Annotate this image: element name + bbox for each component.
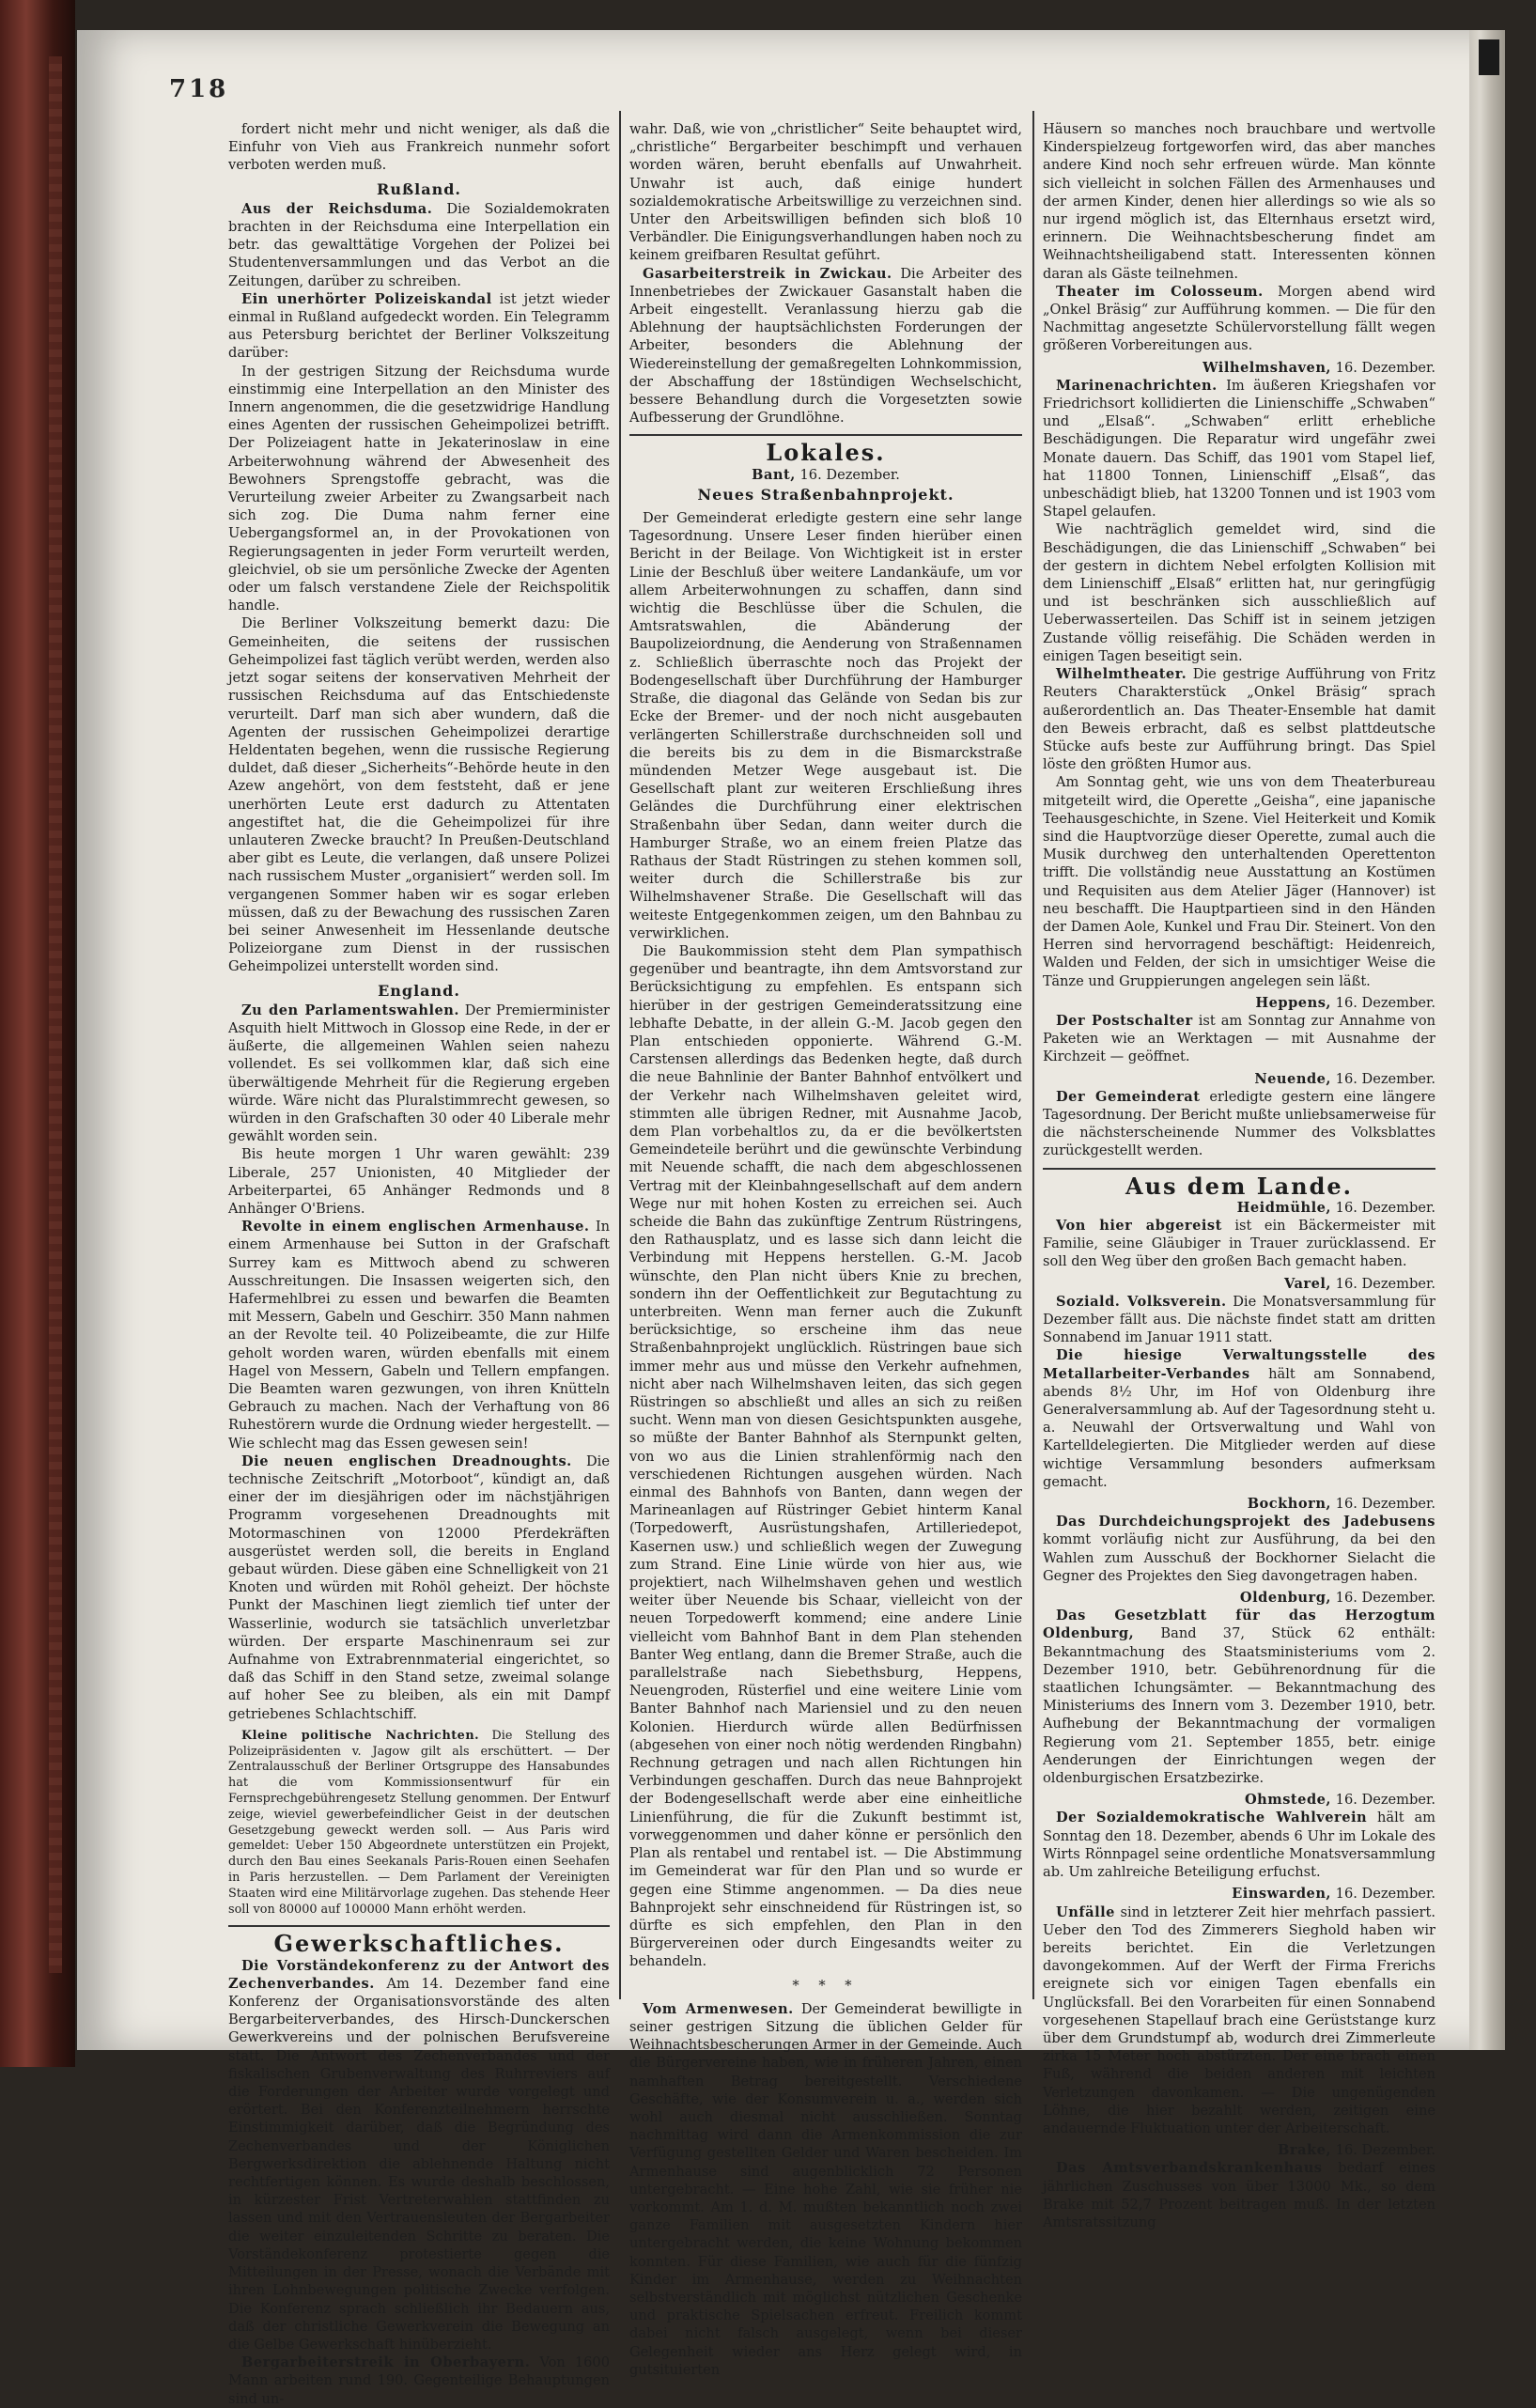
paragraph: Die technische Zeitschrift „Motorboot“, kündigt an, daß einer der im diesjährigen oder im nächstjährigen Programm vorgesehenen Dreadnoughts mit Motormaschinen von 12000 Pferdekräften ausgerüstet werden soll, die bereits in England gebaut würden. Diese gäben eine Schnelligkeit von 21 Knoten und würden mit Rohöl geheizt. Der höchste Punkt der Maschinen liegt ziemlich tief unter der Wasserlinie, wodurch sie tatsächlich unverletzbar würden. Der ersparte Maschinenraum sei zur Aufnahme von Extrabrennmaterial eingerichtet, so daß das Schiff in den Stand setze, zweimal solange auf hoher See zu bleiben, als ein mit Dampf getriebenes Schlachtschiff. <box>228 1453 610 1722</box>
paragraph: Am 14. Dezember fand eine Konferenz der Organisationsvorstände des alten Bergarbeiterverbandes, des Hirsch-Dunckerschen Gewerkvereins und der polnischen Berufsvereine statt. Die Antwort des Zechenverbandes und der fiskalischen Grubenverwaltung des Ruhrreviers auf die Forderungen der Arbeiter wurde vorgelegt und erörtert. Bei den Konferenzteilnehmern herrschte Einstimmigkeit darüber, daß die Begründung des Zechenverbandes und der Königlichen Bergwerksdirektion die ablehnende Haltung nicht rechtfertigen können. Es wurde deshalb beschlossen, in kürzester Frist Vertreterwahlen stattfinden zu lassen und mit den Vertrauensleuten der Bergarbeiter die weiter einzuleitenden Schritte zu beraten. Die Vorständekonferenz protestierte gegen die Mitteilungen in der Presse, wonach die Verbände mit ihren Lohnbewegungen politische Zwecke verfolgen. Die Konferenz sprach schließlich ihr Bedauern aus, daß der christliche Gewerkverein die Bewegung an die Gelbe Gewerkschaft hinüberzieht. <box>228 1975 611 2353</box>
paragraph-lead: Zu den Parlamentswahlen. <box>241 1002 459 1018</box>
column-2 <box>629 120 1022 2379</box>
dateline-date: 16. Dezember. <box>1335 1886 1435 1903</box>
dateline <box>1043 1070 1435 1088</box>
column-rule <box>619 111 621 1999</box>
paragraph: Die Sozialdemokraten brachten in der Reichsduma eine Interpellation ein betr. das gewalttätige Vorgehen der Polizei bei Studentenversammlungen und das Verbot an die Zeitungen, darüber zu schreiben. <box>228 200 610 289</box>
paragraph: Von 1600 Mann arbeiten rund 190. Gegenteilige Behauptungen sind un- <box>228 2354 610 2407</box>
dateline-place: Wilhelmshaven, <box>1202 359 1332 376</box>
dateline <box>1043 1495 1435 1513</box>
paragraph: ist jetzt wieder einmal in Rußland aufgedeckt worden. Ein Telegramm aus Petersburg berichtet der Berliner Volkszeitung darüber: <box>228 290 610 362</box>
paragraph-lead: Gasarbeiterstreik in Zwickau. <box>643 265 892 282</box>
divider <box>228 1925 610 1927</box>
column-3 <box>1043 120 1435 2231</box>
paragraph: Der Gemeinderat bewilligte in seiner gestrigen Sitzung die üblichen Gelder für Weihnachtsbescherungen Armer in der Gemeinde. Auch die Bürgervereine haben, wie in früheren Jahren, einen namhaften Betrag bereitgestellt. Verschiedene Geschäfte, wie der Konsumverein u. a., werden sich wohl auch diesmal nicht ausschließen. Sonntag nachmittag wird dann die Armenkommission die zur Verfügung gestellten Gelder und Waren bescheiden. Im Armenhause sind augenblicklich 72 Personen untergebracht. — Eine hohe Zahl, wie sie früher nie vorkommt. Am 1. d. M. mußten bekanntlich noch zwei ganze Familien mit ausgesetzten Kindern hier untergebracht werden, die keine Wohnung bekommen konnten. Für diese Familien, wie auch für die fünfzig Kinder im Armenhause, werden zu Weihnachten selbstverständlich mit möglichst nützlichen Geschenke und praktische Spielsachen erfreut. Freilich kommt dabei nicht falsch ausgelegt, wenn bei dieser Gelegenheit wieder ans Herz gelegt wird, in gutsituierten <box>629 2000 1022 2378</box>
paragraph-lead: Theater im Colosseum. <box>1056 283 1264 300</box>
paragraph: In einem Armenhause bei Sutton in der Grafschaft Surrey kam es Mittwoch abend zu schweren Ausschreitungen. Die Insassen weigerten sich, den Hafermehlbrei zu essen und bewarfen die Beamten mit Messern, Gabeln und Geschirr. 350 Mann nahmen an der Revolte teil. 40 Polizeibeamte, die zur Hilfe geholt worden waren, würden ebenfalls mit einem Hagel von Messern, Gabeln und Tellern empfangen. Die Beamten waren gezwungen, von ihren Knütteln Gebrauch zu machen. Nach der Verhaftung von 86 Ruhestörern wurde die Ordnung wieder hergestellt. — Wie schlecht mag das Essen gewesen sein! <box>228 1219 610 1452</box>
paragraph-lead: Ein unerhörter Polizeiskandal <box>241 290 492 307</box>
paragraph-lead: Wilhelmtheater. <box>1056 666 1187 683</box>
dateline <box>1043 1199 1435 1217</box>
paragraph-lead: Revolte in einem englischen Armenhause. <box>241 1219 590 1235</box>
paragraph: kommt vorläufig nicht zur Ausführung, da bei den Wahlen zum Ausschuß der Bockhorner Sielacht die Gegner des Projektes den Sieg davongetragen haben. <box>1043 1531 1435 1584</box>
dateline-place: Heppens, <box>1255 994 1332 1011</box>
paragraph: Band 37, Stück 62 enthält: Bekanntmachung des Staatsministeriums vom 2. Dezember 1910, betr. Gebührenordnung für die staatlichen Ichungsämter. — Bekanntmachung des Ministeriums des Innern vom 3. Dezember 1910, betr. Aufhebung der Bekanntmachung der vormaligen Regierung vom 21. September 1855, betr. einige Aenderungen der Einrichtungen wegen der oldenburgischen Ersatzbezirke. <box>1043 1625 1435 1787</box>
divider <box>629 434 1022 436</box>
separator-stars: * * * <box>792 1977 860 1994</box>
column-1 <box>228 120 610 2408</box>
paragraph: ist ein Bäckermeister mit Familie, seine Gläubiger in Trauer zurücklassend. Er soll den Weg über den großen Bach gemacht haben. <box>1043 1217 1435 1270</box>
dateline <box>1043 1885 1435 1903</box>
dateline-place: Oldenburg, <box>1239 1590 1332 1607</box>
dateline-place: Bockhorn, <box>1247 1496 1332 1513</box>
paragraph-lead: Der Gemeinderat <box>1056 1088 1201 1105</box>
dateline <box>1043 2141 1435 2159</box>
section-heading: England. <box>378 981 460 1000</box>
dateline <box>1043 1589 1435 1607</box>
dateline <box>1043 359 1435 377</box>
paragraph: Die Berliner Volkszeitung bemerkt dazu: Die Gemeinheiten, die seitens der russischen Geheimpolizei fast täglich verübt werden, werden also jetzt sogar seitens der konservativen Mehrheit der russischen Reichsduma auf das Entschiedenste verurteilt. Darf man sich aber wundern, daß die Agenten der russischen Geheimpolizei derartige Heldentaten begehen, wenn die russische Regierung duldet, daß dieser „Sicherheits“-Behörde heute in den Azew angehört, von dem feststeht, daß er jene unerhörten Leute erst dadurch zu Attentaten angestiftet hat, die die Geheimpolizei für ihre unlauteren Zwecke braucht? In Preußen-Deutschland aber gibt es Leute, die verlangen, daß unsere Polizei nach russischem Muster „organisiert“ werden soll. Im vergangenen Sommer haben wir es sogar erleben müssen, daß zu der Bewachung des russischen Zaren bei seiner Anwesenheit im Hessenlande deutsche Polizeiorgane zum Dienst in der russischen Geheimpolizei unterstellt worden sind. <box>228 615 610 975</box>
paragraph-lead: Aus der Reichsduma. <box>241 200 433 217</box>
paragraph: wahr. Daß, wie von „christlicher“ Seite behauptet wird, „christliche“ Bergarbeiter beschimpft und verhauen worden wären, beruht ebenfalls auf Unwahrheit. Unwahr ist auch, daß einige hundert sozialdemokratische Arbeitswillige zu verzeichnen sind. Unter den Arbeitswilligen befinden sich bloß 10 Verbändler. Die Einigungsverhandlungen haben noch zu keinem greifbaren Resultat geführt. <box>629 121 1022 264</box>
dateline-date: 16. Dezember. <box>1335 1496 1435 1513</box>
paragraph-lead: Die neuen englischen Dreadnoughts. <box>241 1453 572 1469</box>
dateline-place: Heidmühle, <box>1236 1199 1332 1216</box>
divider <box>1043 1168 1435 1170</box>
dateline-place: Ohmstede, <box>1244 1792 1332 1809</box>
paragraph-lead: Der Sozialdemokratische Wahlverein <box>1056 1810 1368 1826</box>
paragraph-lead: Das Gesetzblatt für das Herzogtum Oldenburg, <box>1043 1608 1435 1642</box>
paragraph: Die Arbeiter des Innenbetriebes der Zwickauer Gasanstalt haben die Arbeit eingestellt. Veranlassung hierzu gab die Ablehnung der hauptsächlichsten Forderungen der Arbeiter, besonders die Ablehnung der Wiedereinstellung der gemaßregelten Lohnkommission, der Abschaffung der 18stündigen Wechselschicht, bessere Behandlung durch die Vorgesetzten sowie Aufbesserung der Grundlöhne. <box>629 265 1022 427</box>
dateline-date: 16. Dezember. <box>1335 1275 1435 1292</box>
binding-stripe <box>49 56 62 1973</box>
dateline-date: 16. Dezember. <box>1335 1070 1435 1087</box>
paragraph: erledigte gestern eine längere Tagesordnung. Der Bericht mußte unliebsamerweise für die nächsterscheinende Nummer des Volksblattes zurückgestellt werden. <box>1043 1088 1435 1159</box>
page-edge <box>1469 30 1505 2050</box>
paragraph: Der Gemeinderat erledigte gestern eine sehr lange Tagesordnung. Unsere Leser finden hierüber einen Bericht in der Beilage. Von Wichtigkeit ist in erster Linie der Beschluß über weitere Landankäufe, um vor allem Arbeiterwohnungen zu schaffen, dann sind wichtig die Beschlüsse über die Schulen, die Amtsratswahlen, die Abänderung der Baupolizeiordnung, die Aenderung von Straßennamen z. Schließlich überraschte noch das Projekt der Bodengesellschaft über Durchführung der Hamburger Straße, die diagonal das Gelände von Sedan bis zur Ecke der Bremer- und der noch nicht ausgebauten verlängerten Schillerstraße durchschneiden soll und die bereits bis zu dem in die Bismarckstraße mündenden Metzer Wege ausgebaut ist. Die Gesellschaft plant zur weiteren Erschließung ihres Geländes die Durchführung einer elektrischen Straßenbahn über Sedan, dann weiter durch die Hamburger Straße, wo an einem freien Platze das Rathaus der Stadt Rüstringen zu stehen kommen soll, weiter durch die Schillerstraße bis zur Wilhelmshavener Straße. Die Gesellschaft will das weiteste Entgegenkommen zeigen, um den Bahnbau zu verwirklichen. <box>629 510 1022 941</box>
paragraph: fordert nicht mehr und nicht weniger, als daß die Einfuhr von Vieh aus Frankreich nunmehr sofort verboten werden muß. <box>228 121 610 174</box>
dateline-place: Einswarden, <box>1232 1886 1332 1903</box>
dateline-place: Neuende, <box>1254 1070 1332 1087</box>
dateline-place: Brake, <box>1278 2142 1332 2159</box>
paragraph: hält am Sonnabend, abends 8½ Uhr, im Hof von Oldenburg ihre Generalversammlung ab. Auf der Tagesordnung steht u. a. Neuwahl der Ortsverwaltung und Wahl von Kartelldelegierten. Die Mitglieder werden auf diese wichtige Versammlung besonders aufmerksam gemacht. <box>1043 1365 1435 1490</box>
dateline-date: 16. Dezember. <box>1335 1590 1435 1607</box>
paragraph: In der gestrigen Sitzung der Reichsduma wurde einstimmig eine Interpellation an den Minister des Innern angenommen, die die gesetzwidrige Handlung eines Agenten der russischen Geheimpolizei betrifft. Der Polizeiagent hatte in Jekaterinoslaw in eine Arbeiterwohnung während der Abwesenheit des Bewohners Sprengstoffe gebracht, was die Verurteilung zweier Arbeiter zu Zwangsarbeit nach sich zog. Die Duma nahm ferner eine Uebergangsformel an, in der Provokationen von Regierungsagenten in jeder Form verurteilt werden, gleichviel, ob sie um persönliche Zwecke der Agenten oder um falsch verstandene Ziele der Reichspolitik handle. <box>228 363 610 614</box>
section-heading: Rußland. <box>377 179 461 198</box>
paragraph-lead: Kleine politische Nachrichten. <box>241 1728 480 1743</box>
paragraph-lead: Der Postschalter <box>1056 1012 1193 1029</box>
paragraph: ist am Sonntag zur Annahme von Paketen wie an Werktagen — mit Ausnahme der Kirchzeit — geöffnet. <box>1043 1012 1435 1065</box>
section-heading: Gewerkschaftliches. <box>273 1930 565 1958</box>
paragraph-lead: Bergarbeiterstreik in Oberbayern. <box>241 2354 531 2371</box>
dateline-place: Bant, <box>752 466 796 483</box>
article-heading: Neues Straßenbahnprojekt. <box>697 485 954 504</box>
paragraph-lead: Marinenachrichten. <box>1056 377 1218 394</box>
paragraph-lead: Das Amtsverbandskrankenhaus <box>1056 2160 1323 2177</box>
dateline <box>629 466 1022 484</box>
paragraph: Die Baukommission steht dem Plan sympathisch gegenüber und beantragte, ihn dem Amtsvorstand zur Berücksichtigung zu empfehlen. Es entspann sich hierüber in der gestrigen Gemeinderatssitzung eine lebhafte Debatte, in der allein G.-M. Jacob gegen den Plan entschieden opponierte. Während G.-M. Carstensen allerdings das Bedenken hegte, daß durch die neue Bahnlinie der Banter Bahnhof entvölkert und der Verkehr nach Wilhelmshaven geleitet wird, stimmten alle übrigen Redner, mit Ausnahme Jacob, dem Plan vorbehaltlos zu, da er die bevölkertsten Gemeindeteile berührt und die gewünschte Verbindung mit Neuende schafft, die nach dem abgeschlossenen Vertrag mit der Kleinbahngesellschaft auf dem andern Wege nur mit hohen Kosten zu erreichen sei. Auch scheide die Bahn das zukünftige Zentrum Rüstringens, den Rathausplatz, und es lasse sich dann leicht die Verbindung mit Heppens herstellen. G.-M. Jacob wünschte, den Plan nicht übers Knie zu brechen, sondern ihn der Oeffentlichkeit zur Begutachtung zu unterbreiten. Wenn man ferner auch die Zukunft berücksichtige, so erscheine ihm das neue Straßenbahnprojekt unglücklich. Rüstringen baue sich immer mehr aus und müsse den Verkehr aufnehmen, nicht aber nach Wilhelmshaven leiten, das sich gegen Rüstringen so abschließt und alles an sich zu reißen sucht. Wenn man von diesen Gesichtspunkten ausgehe, so müßte der Banter Bahnhof als Sternpunkt gelten, von wo aus die Linien strahlenförmig nach den verschiedenen Richtungen ausgehen würden. Nach einmal des Bahnhofs von Banten, dann wegen der Marineanlagen auf Rüstringer Gebiet hinterm Kanal (Torpedowerft, Ausrüstungshafen, Artilleriedepot, Kasernen usw.) und schließlich wegen der Zuwegung zum Strand. Eine Linie würde von hier aus, wie projektiert, nach Wilhelmshaven gehen und westlich weiter über Neuende bis Schaar, vielleicht von der neuen Torpedowerft kommend; eine andere Linie vielleicht vom Bahnhof Bant in dem Plan stehenden Banter Weg entlang, dann die Bremer Straße, auch die parallelstraße nach Siebethsburg, Heppens, Neuengroden, Rüsterfiel und eine weitere Linie vom Banter Bahnhof nach Mariensiel und zu den neuen Kolonien. Hierdurch würde allen Bedürfnissen (abgesehen von einer noch nötig werdenden Ringbahn) Rechnung getragen und nach allen Richtungen hin Verbindungen geschaffen. Durch das neue Bahnprojekt der Bodengesellschaft werde aber eine einheitliche Linienführung, die für die Zukunft bestimmt ist, vorweggenommen und daher könne er persönlich den Plan als rentabel und rentabel ist. — Die Abstimmung im Gemeinderat war für den Plan und so wurde er gegen eine Stimme angenommen. — Da dies neue Bahnprojekt sehr einschneidend für Rüstringen ist, so dürfte es sich empfehlen, den Plan in den Bürgervereinen oder durch Eingesandts weiter zu behandeln. <box>629 942 1022 1970</box>
paragraph: hält am Sonntag den 18. Dezember, abends 6 Uhr im Lokale des Wirts Rönnpagel seine ordentliche Monatsversammlung ab. Um zahlreiche Beteiligung erfuchst. <box>1043 1810 1435 1881</box>
dateline <box>1043 1791 1435 1809</box>
paragraph: Im äußeren Kriegshafen vor Friedrichsort kollidierten die Linienschiffe „Schwaben“ und „Elsaß“. „Schwaben“ erlitt erhebliche Beschädigungen. Die Reparatur wird ungefähr zwei Monate dauern. Das Schiff, das 1901 vom Stapel lief, hat 11800 Tonnen, Linienschiff „Elsaß“, das unbeschädigt blieb, hat 13200 Tonnen und ist 1903 vom Stapel gelaufen. <box>1043 377 1436 520</box>
paragraph-lead: Das Durchdeichungsprojekt des Jadebusens <box>1056 1514 1435 1530</box>
column-rule <box>1032 111 1034 1999</box>
paragraph: Bis heute morgen 1 Uhr waren gewählt: 239 Liberale, 257 Unionisten, 40 Mitglieder der Arbeiterpartei, 65 Anhänger Redmonds und 8 Anhänger O'Briens. <box>228 1146 610 1217</box>
dateline-date: 16. Dezember. <box>1335 2142 1435 2159</box>
dateline-date: 16. Dezember. <box>1335 994 1435 1011</box>
dateline-date: 16. Dezember. <box>1335 359 1435 376</box>
paragraph: Die Stellung des Polizeipräsidenten v. Jagow gilt als erschüttert. — Der Zentralausschuß der Berliner Ortsgruppe des Hansabundes hat die vom Kommissionsentwurf für ein Fernsprechgebührengesetz Stellung genommen. Der Entwurf zeige, wieviel gewerbefeindlicher Geist in der deutschen Gesetzgebung geweckt werden soll. — Aus Paris wird gemeldet: Ueber 150 Abgeordnete unterstützen ein Projekt, durch den Bau eines Seekanals Paris-Rouen einen Seehafen in Paris herzustellen. — Dem Parlament der Vereinigten Staaten wird eine Militärvorlage zugehen. Das stehende Heer soll von 80000 auf 100000 Mann erhöht werden. <box>228 1728 610 1917</box>
paragraph: Wie nachträglich gemeldet wird, sind die Beschädigungen, die das Linienschiff „Schwaben“ bei der gestern in dichtem Nebel erfolgten Kollision mit dem Linienschiff „Elsaß“ erlitten hat, nur geringfügig und ist beschränken sich ausschließlich auf Ueberwasserteilen. Das Schiff ist in seinem jetzigen Zustande völlig reisefähig. Die Schäden werden in einigen Tagen beseitigt sein. <box>1043 521 1435 664</box>
paragraph-lead: Von hier abgereist <box>1056 1217 1222 1234</box>
dateline <box>1043 994 1435 1012</box>
dateline-place: Varel, <box>1283 1275 1332 1292</box>
paragraph: Der Premierminister Asquith hielt Mittwoch in Glossop eine Rede, in der er äußerte, die allgemeinen Wahlen seien nahezu vollendet. Es sei vollkommen klar, daß sich eine überwältigende Mehrheit für die Regierung ergeben würde. Wäre nicht das Pluralstimmrecht gewesen, so würden in den Grafschaften 30 oder 40 Liberale mehr gewählt worden sein. <box>228 1002 610 1145</box>
section-heading: Lokales. <box>766 439 886 467</box>
paragraph: Morgen abend wird „Onkel Bräsig“ zur Aufführung kommen. — Die für den Nachmittag angesetzte Schülervorstellung fällt wegen größeren Vorbereitungen aus. <box>1043 283 1435 354</box>
paragraph-lead: Vom Armenwesen. <box>643 2000 794 2017</box>
paragraph: Am Sonntag geht, wie uns von dem Theaterbureau mitgeteilt wird, die Operette „Geisha“, eine japanische Teehausgeschichte, in Szene. Viel Heiterkeit und Komik sind die Hauptvorzüge dieser Operette, zumal auch die Musik durchweg den unterhaltenden Operettenton trifft. Die vollständig neue Ausstattung an Kostümen und Requisiten aus dem Atelier Jäger (Hannover) ist neu beschafft. Die Hauptpartieen sind in den Händen der Damen Aole, Kunkel und Frau Dir. Steinert. Von den Herren sind hervorragend beschäftigt: Heidenreich, Walden und Felden, der sich in umsichtiger Weise die Tänze und Gruppierungen angelegen sein läßt. <box>1043 774 1435 989</box>
dateline-date: 16. Dezember. <box>1335 1199 1435 1216</box>
paragraph-lead: Unfälle <box>1056 1903 1115 1920</box>
dateline-date: 16. Dezember. <box>1335 1792 1435 1809</box>
section-heading: Aus dem Lande. <box>1125 1172 1354 1200</box>
corner-mark <box>1479 39 1499 75</box>
dateline <box>1043 1275 1435 1293</box>
paragraph: bedarf eines jährlichen Zuschusses von über 13000 Mk., so dem Brake mit 52,7 Prozent beitragen muß. In der letzten Amtsratssitzung <box>1043 2160 1436 2230</box>
page-number: 718 <box>169 75 229 103</box>
paragraph: sind in letzterer Zeit hier mehrfach passiert. Ueber den Tod des Zimmerers Sieghold haben wir bereits berichtet. Ein die Verletzungen davongekommen. Auf der Werft der Firma Frerichs ereignete sich vor einigen Tagen ebenfalls ein Unglücksfall. Bei den Vorarbeiten für einen Sonnabend vorgesehenen Stapellauf brach eine Gerüststange kurz über dem Grundstumpf ab, wodurch drei Zimmerleute zirka 15 Meter hoch abstürzten. Der eine brach einen Fuß, während die beiden anderen mit leichten Verletzungen davonkamen. — Die ungenügenden Löhne, die hier bezahlt werden, zeitigen eine andauernde Fluktuation unter der Arbeiterschaft. <box>1043 1903 1435 2136</box>
paragraph-lead: Die hiesige Verwaltungsstelle des Metallarbeiter-Verbandes <box>1043 1347 1435 1382</box>
book-binding <box>0 0 75 2067</box>
paragraph: Die gestrige Aufführung von Fritz Reuters Charakterstück „Onkel Bräsig“ sprach außerordentlich an. Das Theater-Ensemble hat damit den Beweis erbracht, daß es selbst plattdeutsche Stücke aufs beste zur Aufführung bringt. Das Spiel löste den größten Humor aus. <box>1043 666 1436 773</box>
dateline-date: 16. Dezember. <box>799 466 900 483</box>
paragraph: Häusern so manches noch brauchbare und wertvolle Kinderspielzeug fortgeworfen wird, das aber manches andere Kind noch sehr erfreuen würde. Man könnte sich vielleicht in solchen Fällen des Armenhauses und der armen Kinder, denen hier allerdings so wie als so nur irgend möglich ist, das Elternhaus ersetzt wird, erinnern. Die Weihnachtsbescherung findet am Weihnachtsheiligabend statt. Interessenten können daran als Gäste teilnehmen. <box>1043 121 1435 282</box>
paragraph-lead: Die Vorständekonferenz zu der Antwort des Zechenverbandes. <box>228 1957 610 1992</box>
paragraph: Die Monatsversammlung für Dezember fällt aus. Die nächste findet statt am dritten Sonnabend im Januar 1911 statt. <box>1043 1293 1435 1346</box>
paragraph-lead: Soziald. Volksverein. <box>1056 1293 1227 1310</box>
